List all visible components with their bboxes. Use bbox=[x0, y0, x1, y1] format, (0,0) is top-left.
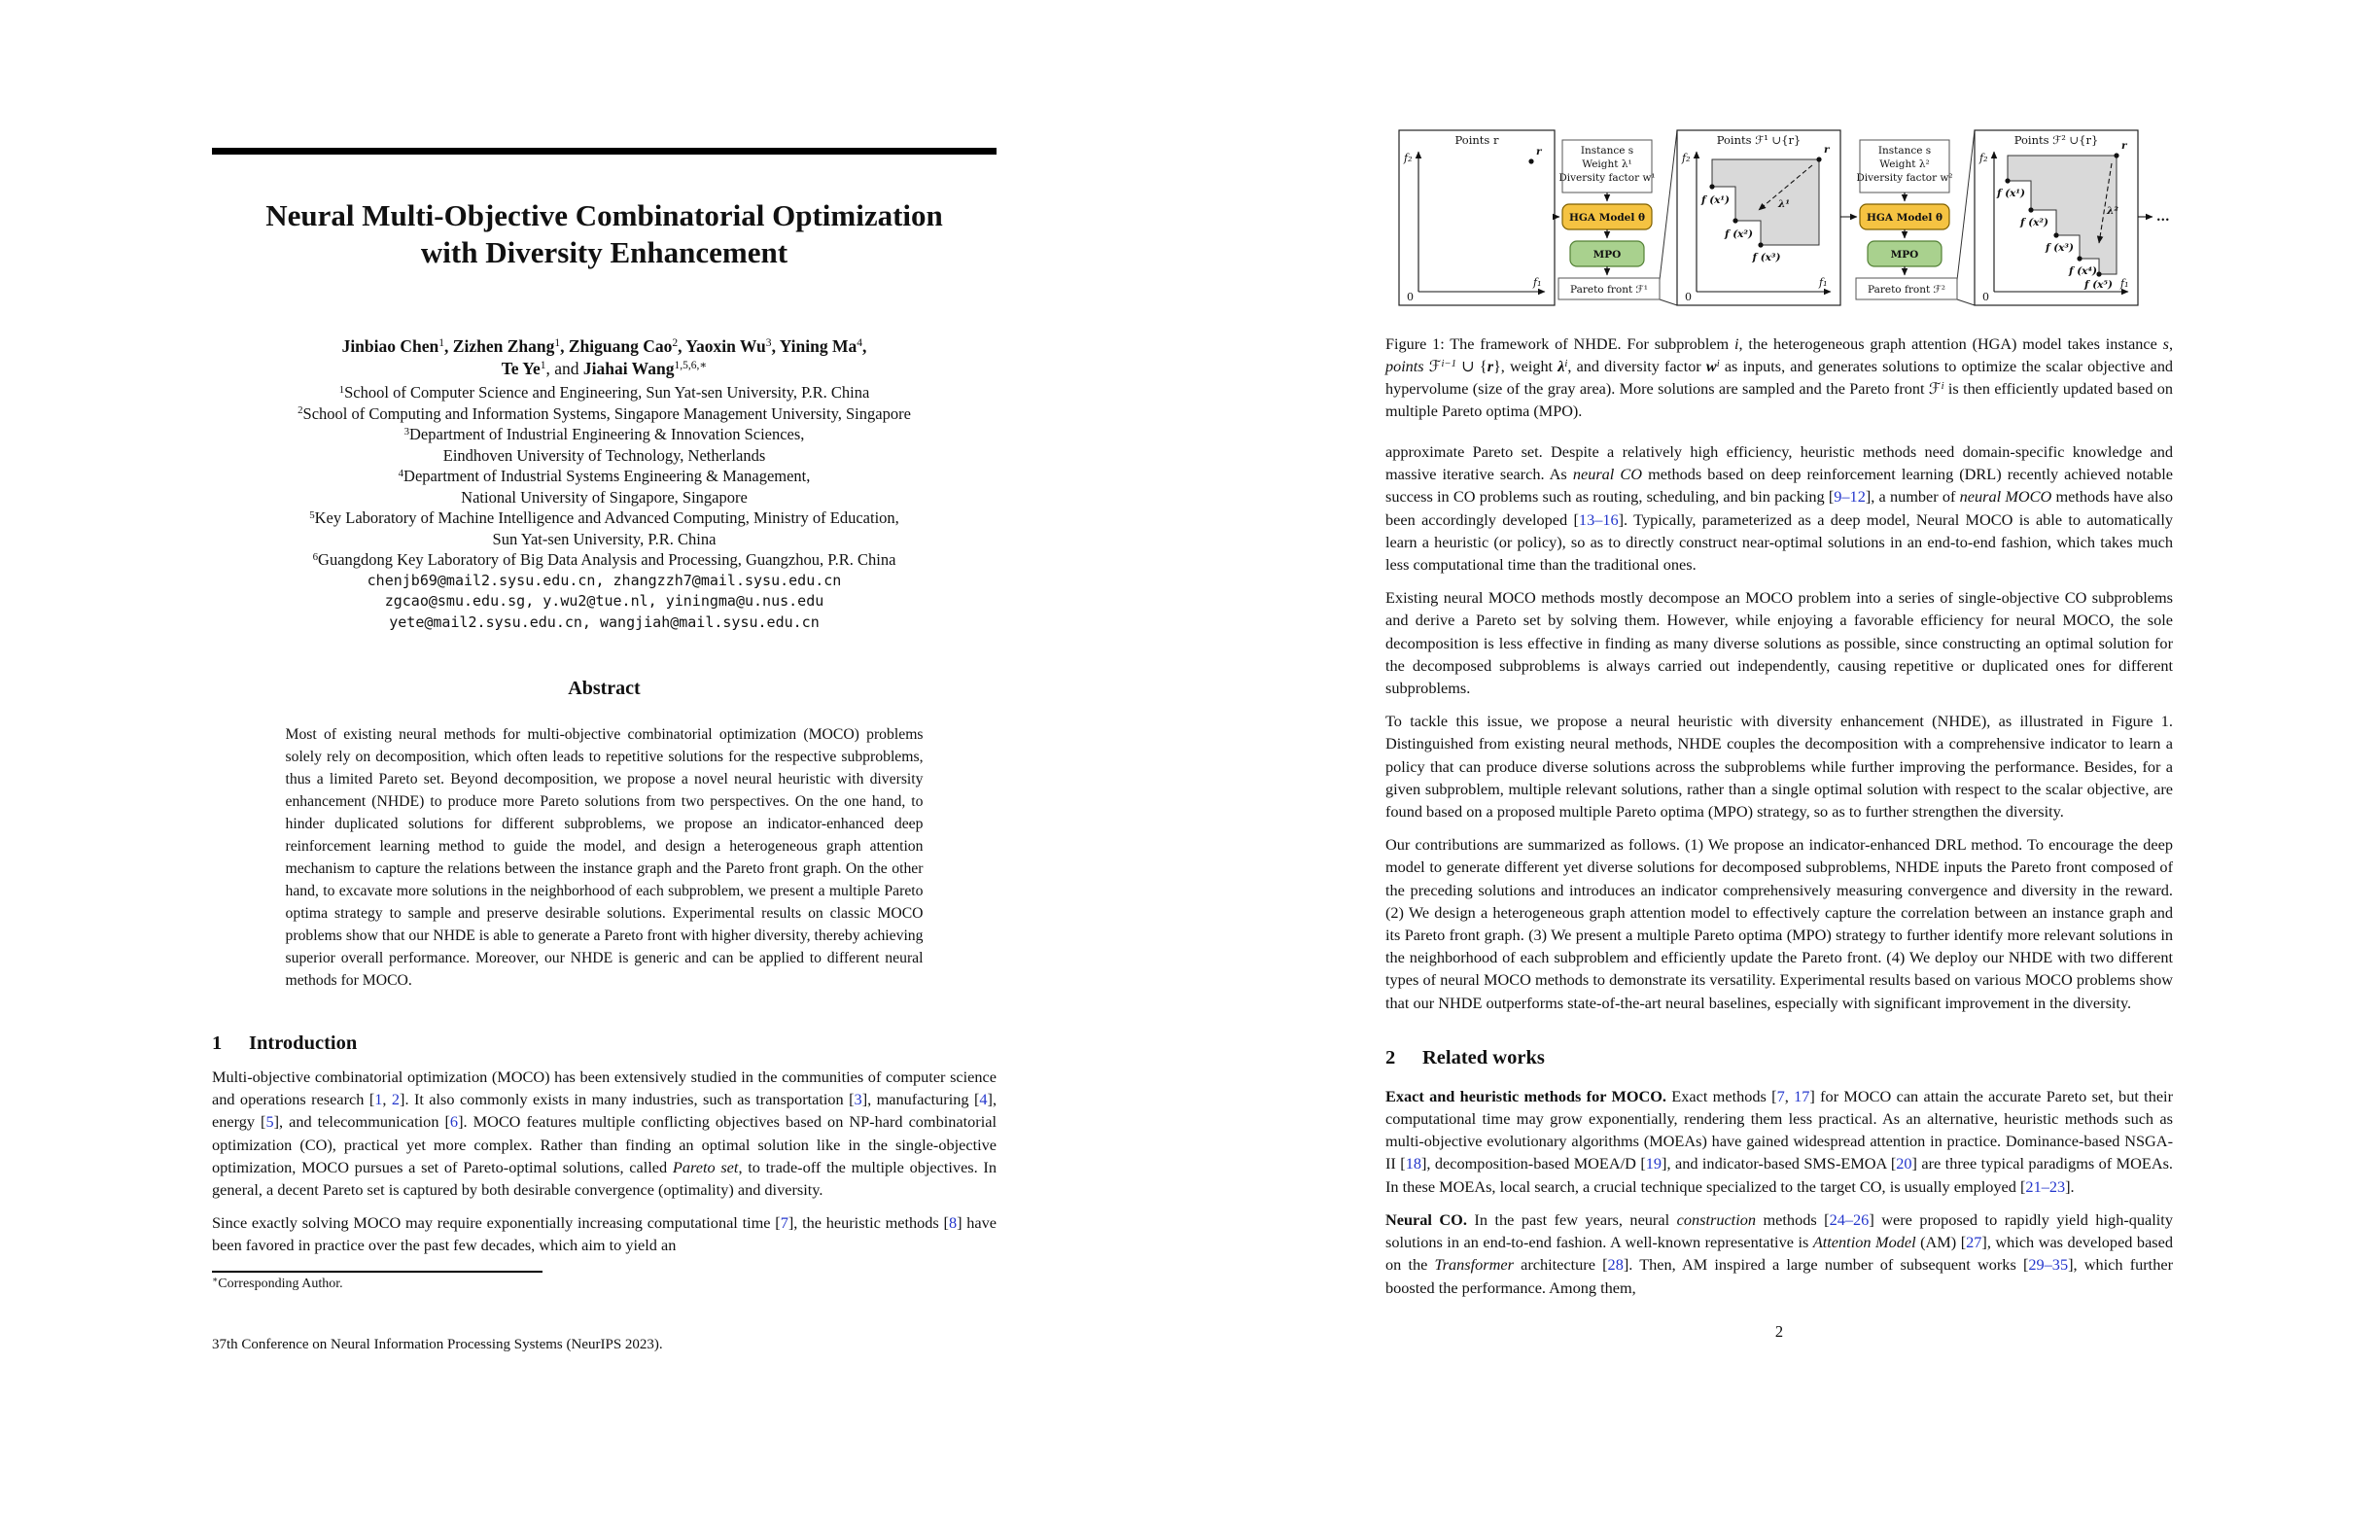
figure-1-caption: Figure 1: The framework of NHDE. For subproblem i, the heterogeneous graph attention (HGA) model takes instance s, points ℱ$^{i-1}$ ∪ {r}, weight $\lambda^i$, and diversity factor $w^i$ as inputs, and generates solutions to optimize the scalar objective and hypervolume (size of the gray area). More solutions are sampled and the Pareto front ℱ$^i$ is then efficiently updated based on multiple Pareto optima (MPO). bbox=[1385, 335, 2174, 420]
panel2-title: Points ℱ¹ ∪{r} bbox=[1716, 133, 1802, 147]
superscript: 1 bbox=[554, 337, 561, 350]
conference-footer: 37th Conference on Neural Information Processing Systems (NeurIPS 2023). bbox=[212, 1336, 663, 1352]
page-1 bbox=[212, 148, 997, 1353]
panel3-r-label: r bbox=[2121, 140, 2127, 152]
math-symbol: w bbox=[1705, 358, 1717, 375]
email-list bbox=[212, 571, 997, 634]
corresponding-author-footnote: ∗Corresponding Author. bbox=[212, 1275, 343, 1291]
text-line: National University of Singapore, Singapore bbox=[461, 487, 748, 507]
text-line: zgcao@smu.edu.sg, y.wu2@tue.nl, yiningma@u.nus.edu bbox=[384, 592, 824, 610]
section-1-heading bbox=[212, 1032, 997, 1055]
panel2-fx1-label: f (x¹) bbox=[1701, 194, 1730, 206]
flow2-input-instance: Instance s bbox=[1877, 145, 1932, 157]
section-1-title: Introduction bbox=[249, 1032, 358, 1054]
italic-text: neural CO bbox=[1572, 465, 1643, 484]
panel-points-r bbox=[1399, 130, 1555, 305]
math-symbol: λ bbox=[1558, 358, 1565, 375]
superscript: 4 bbox=[398, 467, 404, 479]
citation-link[interactable]: 27 bbox=[1966, 1233, 1982, 1252]
flow-column-1 bbox=[1558, 140, 1660, 299]
text-line: Te Ye$^1$, and Jiahai Wang$^{1,5,6,∗}$ bbox=[501, 359, 708, 378]
citation-link[interactable]: 6 bbox=[449, 1112, 459, 1132]
italic-text: Pareto set bbox=[672, 1157, 739, 1176]
italic-text: Transformer bbox=[1434, 1255, 1514, 1275]
flow1-input-weight: Weight λ¹ bbox=[1582, 158, 1632, 170]
superscript: 1 bbox=[438, 337, 445, 350]
panel3-fx5-label: f (x⁵) bbox=[2084, 279, 2113, 291]
superscript: 2 bbox=[672, 337, 679, 350]
text-line: $^2$School of Computing and Information Systems, Singapore Management University, Singapore bbox=[298, 403, 911, 423]
section-2-title: Related works bbox=[1422, 1046, 1545, 1068]
citation-link[interactable]: 21–23 bbox=[2025, 1176, 2066, 1196]
abstract-heading: Abstract bbox=[568, 678, 641, 699]
flow1-input-instance: Instance s bbox=[1580, 145, 1634, 157]
panel3-fx2-label: f (x²) bbox=[2020, 217, 2048, 228]
citation-link[interactable]: 20 bbox=[1896, 1154, 1912, 1173]
italic-text: construction bbox=[1676, 1209, 1757, 1229]
citation-link[interactable]: 24–26 bbox=[1829, 1209, 1870, 1229]
superscript: i bbox=[1941, 379, 1944, 392]
pareto-front-2-label: Pareto front ℱ² bbox=[1868, 284, 1945, 296]
panel1-x-axis-label: f₁ bbox=[1533, 276, 1542, 289]
bold-text: , bbox=[444, 336, 453, 356]
superscript: i bbox=[1564, 357, 1568, 369]
reference-point-dot bbox=[1528, 158, 1533, 163]
page-number: 2 bbox=[1774, 1321, 1784, 1341]
hga-model-label-2: HGA Model θ bbox=[1867, 212, 1942, 224]
bold-text: Neural CO. bbox=[1385, 1209, 1467, 1229]
citation-link[interactable]: 18 bbox=[1405, 1154, 1421, 1173]
text-line: $^1$School of Computer Science and Engineering, Sun Yat-sen University, P.R. China bbox=[338, 383, 870, 402]
superscript: 4 bbox=[857, 337, 863, 350]
flow2-input-diversity: Diversity factor w² bbox=[1856, 172, 1953, 184]
panel2-fx3-label: f (x³) bbox=[1752, 252, 1781, 263]
bold-text: , bbox=[771, 336, 780, 356]
superscript: 2 bbox=[298, 404, 303, 417]
panel2-y-axis-label: f₂ bbox=[1682, 152, 1691, 164]
flow2-input-weight: Weight λ² bbox=[1879, 158, 1930, 170]
citation-link[interactable]: 13–16 bbox=[1578, 509, 1619, 529]
section-1-number: 1 bbox=[212, 1032, 223, 1054]
superscript: 1,5,6,∗ bbox=[674, 360, 708, 372]
citation-link[interactable]: 29–35 bbox=[2028, 1255, 2069, 1275]
superscript: i−1 bbox=[1441, 357, 1457, 369]
ellipsis-label: ... bbox=[2156, 210, 2169, 225]
panel2-fx2-label: f (x²) bbox=[1725, 228, 1753, 240]
title-rule bbox=[212, 148, 997, 155]
lambda2-label: λ² bbox=[2107, 205, 2118, 217]
author-list bbox=[212, 335, 997, 380]
superscript: ∗ bbox=[212, 1275, 219, 1285]
panel3-x-axis-label: f₁ bbox=[2120, 277, 2129, 290]
math-symbol: r bbox=[1487, 358, 1493, 375]
panel3-fx4-label: f (x⁴) bbox=[2069, 265, 2097, 277]
footnote-rule bbox=[212, 1271, 542, 1273]
superscript: 1 bbox=[540, 360, 546, 372]
bold-text: Zhiguang Cao bbox=[568, 336, 673, 356]
paper-title bbox=[212, 197, 997, 271]
superscript: 3 bbox=[765, 337, 772, 350]
text-line bbox=[212, 335, 997, 358]
pareto-front-1-label: Pareto front ℱ¹ bbox=[1570, 284, 1648, 296]
italic-text: i bbox=[1734, 335, 1739, 353]
panel-points-f1 bbox=[1677, 130, 1840, 305]
text-line: yete@mail2.sysu.edu.cn, wangjiah@mail.sysu.edu.cn bbox=[389, 612, 820, 631]
citation-link[interactable]: 8 bbox=[948, 1213, 958, 1233]
text-line: Eindhoven University of Technology, Netherlands bbox=[442, 445, 766, 465]
superscript: 6 bbox=[312, 550, 319, 563]
panel3-origin-label: 0 bbox=[1982, 291, 1989, 303]
superscript: 5 bbox=[309, 508, 315, 521]
citation-link[interactable]: 28 bbox=[1607, 1255, 1624, 1275]
citation-link[interactable]: 9–12 bbox=[1834, 487, 1866, 507]
page-2 bbox=[1385, 126, 2173, 1342]
panel3-y-axis-label: f₂ bbox=[1979, 152, 1988, 164]
citation-link[interactable]: 5 bbox=[265, 1112, 274, 1132]
bold-text: Te Ye bbox=[501, 359, 541, 378]
superscript: i bbox=[1716, 357, 1720, 369]
citation-link[interactable]: 3 bbox=[854, 1090, 862, 1109]
section-2-heading bbox=[1385, 1047, 2173, 1069]
text-line: Sun Yat-sen University, P.R. China bbox=[492, 529, 717, 548]
citation-link[interactable]: 17 bbox=[1794, 1086, 1810, 1105]
citation-link[interactable]: 19 bbox=[1645, 1154, 1662, 1173]
figure-1-diagram bbox=[1385, 126, 2169, 317]
intro-paragraph-2: Since exactly solving MOCO may require exponentially increasing computational time [7], the heuristic methods [8] have been favored in practice over the past few decades, which aim to yield an bbox=[212, 1213, 997, 1255]
italic-text: points bbox=[1385, 358, 1424, 375]
panel1-title: Points r bbox=[1454, 133, 1499, 147]
affiliation-list bbox=[212, 382, 997, 571]
citation-link[interactable]: 7 bbox=[1776, 1086, 1785, 1105]
text-line: $^3$Department of Industrial Engineering & Innovation Sciences, bbox=[403, 425, 805, 443]
panel3-fx3-label: f (x³) bbox=[2046, 242, 2074, 254]
text-line: $^6$Guangdong Key Laboratory of Big Data Analysis and Processing, Guangzhou, P.R. China bbox=[312, 550, 896, 569]
mpo-label: MPO bbox=[1592, 249, 1622, 261]
panel2-r-label: r bbox=[1824, 144, 1830, 156]
italic-text: Attention Model bbox=[1812, 1233, 1916, 1252]
citation-link[interactable]: 4 bbox=[979, 1090, 988, 1109]
mpo-label-2: MPO bbox=[1890, 249, 1919, 261]
panel1-r-label: r bbox=[1536, 146, 1542, 158]
bold-text: , bbox=[560, 336, 569, 356]
bold-text: Jinbiao Chen bbox=[341, 336, 439, 356]
body-paragraph-2: Existing neural MOCO methods mostly decompose an MOCO problem into a series of single-objective CO subproblems and derive a Pareto set by solving them. However, while enjoying a favorable efficiency for neural MOCO, the sole decomposition is less effective in finding as many diverse solutions as possible, since constructing an optimal solution for the decomposed subproblems is always carried out independently, causing repetitive or duplicated ones for different subproblems. bbox=[1385, 588, 2173, 698]
paper-title-line1: Neural Multi-Objective Combinatorial Optimization bbox=[265, 198, 943, 232]
body-paragraph-3: To tackle this issue, we propose a neural heuristic with diversity enhancement (NHDE), as illustrated in Figure 1. Distinguished from existing neural methods, NHDE couples the decomposition with a comprehensive indicator to learn a policy that can produce diverse solutions across the subproblems while further improving the performance. Besides, for a given subproblem, multiple relevant solutions, rather than a single optimal solution with respect to the scalar objective, are found based on a proposed multiple Pareto optima (MPO) strategy, so as to further strengthen the diversity. bbox=[1385, 712, 2173, 822]
superscript: 3 bbox=[403, 425, 409, 438]
citation-link[interactable]: 7 bbox=[780, 1213, 788, 1233]
flow1-input-diversity: Diversity factor w¹ bbox=[1558, 172, 1656, 184]
panel1-y-axis-label: f₂ bbox=[1404, 152, 1413, 164]
text-line: chenjb69@mail2.sysu.edu.cn, zhangzzh7@mail.sysu.edu.cn bbox=[367, 571, 842, 589]
hga-model-label: HGA Model θ bbox=[1569, 212, 1645, 224]
italic-text: s bbox=[2162, 335, 2169, 353]
panel3-fx1-label: f (x¹) bbox=[1997, 188, 2025, 199]
bold-text: Yaoxin Wu bbox=[685, 336, 766, 356]
panel2-x-axis-label: f₁ bbox=[1819, 276, 1828, 289]
superscript: 1 bbox=[338, 383, 345, 396]
bold-text: Yining Ma bbox=[779, 336, 858, 356]
citation-link[interactable]: 2 bbox=[391, 1090, 401, 1109]
related-works-paragraph-2: Neural CO. In the past few years, neural construction methods [24–26] were proposed to rapidly yield high-quality solutions in an end-to-end fashion. A well-known representative is Attention Model (AM) [27], which was developed based on the Transformer architecture [28]. Then, AM inspired a large number of subsequent works [29–35], which further boosted the performance. Among them, bbox=[1385, 1209, 2174, 1297]
bold-text: Zizhen Zhang bbox=[452, 336, 555, 356]
panel3-title: Points ℱ² ∪{r} bbox=[2013, 133, 2099, 147]
panel-points-f2 bbox=[1975, 130, 2138, 305]
bold-text: Jiahai Wang bbox=[582, 359, 675, 378]
body-paragraph-1: approximate Pareto set. Despite a relatively high efficiency, heuristic methods need domain-specific knowledge and massive iterative search. As neural CO methods based on deep reinforcement learning (DRL) recently achieved notable success in CO problems such as routing, scheduling, and bin packing [9–12], a number of neural MOCO methods have also been accordingly developed [13–16]. Typically, parameterized as a deep model, Neural MOCO is able to automatically learn a heuristic (or policy), so as to directly construct near-optimal solutions in an end-to-end fashion, which takes much less computational time than the traditional ones. bbox=[1385, 442, 2174, 575]
abstract-body: Most of existing neural methods for multi-objective combinatorial optimization (MOCO) problems solely rely on decomposition, which often leads to repetitive solutions for the respective subproblems, thus a limited Pareto set. Beyond decomposition, we propose a novel neural heuristic with diversity enhancement (NHDE) to produce more Pareto solutions from two perspectives. On the one hand, to hinder duplicated solutions for different subproblems, we propose an indicator-enhanced deep reinforcement learning method to guide the model, and design a heterogeneous graph attention mechanism to capture the relations between the instance graph and the Pareto front graph. On the other hand, to excavate more solutions in the neighborhood of each subproblem, we present a multiple Pareto optima strategy to sample and preserve desirable solutions. Experimental results on classic MOCO problems show that our NHDE is able to generate a Pareto front with higher diversity, thereby achieving superior overall performance. Moreover, our NHDE is generic and can be applied to different neural methods for MOCO. bbox=[285, 726, 924, 989]
bold-text: , bbox=[678, 336, 686, 356]
flow-column-2 bbox=[1856, 140, 1957, 299]
panel2-origin-label: 0 bbox=[1685, 291, 1692, 303]
body-paragraph-4: Our contributions are summarized as follows. (1) We propose an indicator-enhanced DRL method. To encourage the deep model to generate different yet diverse solutions for decomposed subproblems, NHDE inputs the Pareto front composed of the preceding solutions and introduces an indicator comprehensively measuring convergence and diversity in the reward. (2) We design a heterogeneous graph attention model to effectively capture the correlation between an instance graph and its Pareto front graph. (3) We present a multiple Pareto optima (MPO) strategy to further identify more relevant solutions in the neighborhood of each subproblem and efficiently update the Pareto front. (4) We deploy our NHDE with two different types of neural MOCO methods to demonstrate its versatility. Experimental results based on various MOCO problems show that our NHDE outperforms state-of-the-art neural baselines, especially with significant improvement in the diversity. bbox=[1385, 835, 2173, 1012]
intro-paragraph-1: Multi-objective combinatorial optimization (MOCO) has been extensively studied in the communities of computer science and operations research [1, 2]. It also commonly exists in many industries, such as transportation [3], manufacturing [4], energy [5], and telecommunication [6]. MOCO features multiple conflicting objectives based on NP-hard combinatorial optimization (CO), practical yet more complex. Rather than finding an optimal solution like in the single-objective optimization, MOCO pursues a set of Pareto-optimal solutions, called Pareto set, to trade-off the multiple objectives. In general, a decent Pareto set is captured by both desirable convergence (optimality) and diversity. bbox=[212, 1068, 998, 1200]
lambda1-label: λ¹ bbox=[1778, 198, 1790, 210]
text-line: $^5$Key Laboratory of Machine Intelligence and Advanced Computing, Ministry of Education, bbox=[309, 508, 899, 527]
italic-text: neural MOCO bbox=[1959, 487, 2052, 507]
bold-text: Exact and heuristic methods for MOCO. bbox=[1385, 1086, 1666, 1105]
citation-link[interactable]: 1 bbox=[374, 1090, 383, 1109]
text-line: $^4$Department of Industrial Systems Engineering & Management, bbox=[398, 467, 811, 485]
bold-text: , bbox=[862, 336, 867, 356]
paper-title-line2: with Diversity Enhancement bbox=[420, 235, 788, 269]
section-2-number: 2 bbox=[1385, 1046, 1396, 1068]
related-works-paragraph-1: Exact and heuristic methods for MOCO. Exact methods [7, 17] for MOCO can attain the accurate Pareto set, but their computational time may grow exponentially, rendering them less practical. As an alternative, heuristic methods such as multi-objective evolutionary algorithms (MOEAs) have gained widespread attention in practice. Dominance-based NSGA-II [18], decomposition-based MOEA/D [19], and indicator-based SMS-EMOA [20] are three typical paradigms of MOEAs. In these MOEAs, local search, a crucial technique specialized to the target CO, is usually employed [21–23]. bbox=[1385, 1086, 2174, 1196]
panel1-origin-label: 0 bbox=[1407, 291, 1414, 303]
